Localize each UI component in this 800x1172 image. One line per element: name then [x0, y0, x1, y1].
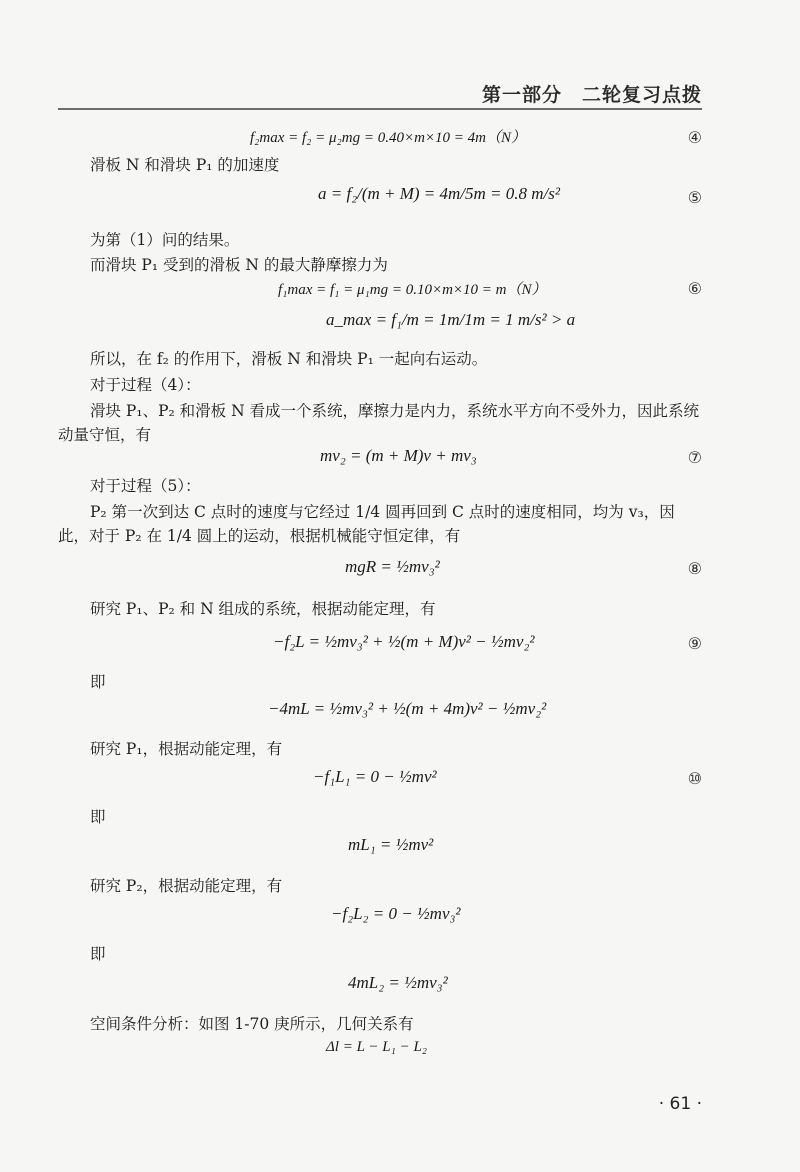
text-ji-1: 即: [90, 673, 106, 691]
header-rule: [58, 108, 702, 110]
equation-11: −f₂L₂ = 0 − ½mv₃²: [331, 904, 461, 923]
equation-6b: a_max = f₁/m = 1m/1m = 1 m/s² > a: [326, 310, 576, 329]
equation-7: mv₂ = (m + M)v + mv₃: [320, 446, 477, 465]
equation-number-8: ⑧: [687, 559, 702, 578]
text-result-1: 为第（1）问的结果。: [90, 231, 240, 249]
equation-6: f₁max = f₁ = μ₁mg = 0.10×m×10 = m（N）: [278, 282, 547, 298]
header-title: 第一部分 二轮复习点拨: [481, 84, 702, 106]
text-energy-conservation: P₂ 第一次到达 C 点时的速度与它经过 1/4 圆再回到 C 点时的速度相同，均为 v₃，因此，对于 P₂ 在 1/4 圆上的运动，根据机械能守恒定律，有: [58, 503, 675, 545]
equation-8: mgR = ½mv₃²: [345, 557, 440, 576]
text-study-system: 研究 P₁、P₂ 和 N 组成的系统，根据动能定理，有: [90, 600, 436, 618]
equation-10: −f₁L₁ = 0 − ½mv²: [313, 767, 437, 786]
equation-9b: −4mL = ½mv₃² + ½(m + 4m)v² − ½mv₂²: [268, 699, 547, 718]
text-process-5: 对于过程（5）：: [90, 477, 201, 495]
text-study-p1: 研究 P₁，根据动能定理，有: [90, 740, 283, 758]
equation-11b: 4mL₂ = ½mv₃²: [348, 973, 448, 992]
equation-12: Δl = L − L₁ − L₂: [326, 1039, 428, 1055]
equation-9: −f₂L = ½mv₃² + ½(m + M)v² − ½mv₂²: [273, 632, 535, 651]
equation-5: a = f₂/(m + M) = 4m/5m = 0.8 m/s²: [318, 184, 560, 203]
text-spatial-analysis: 空间条件分析：如图 1-70 庚所示，几何关系有: [90, 1015, 414, 1033]
equation-number-6: ⑥: [687, 279, 702, 298]
text-process-4: 对于过程（4）：: [90, 376, 201, 394]
text-momentum: 滑块 P₁、P₂ 和滑板 N 看成一个系统，摩擦力是内力，系统水平方向不受外力，因此系统动量守恒，有: [58, 402, 700, 444]
equation-number-9: ⑨: [687, 634, 702, 653]
equation-number-5: ⑤: [687, 188, 702, 207]
text-move-right: 所以，在 f₂ 的作用下，滑板 N 和滑块 P₁ 一起向右运动。: [90, 350, 488, 368]
page-number: · 61 ·: [658, 1094, 702, 1114]
text-ji-2: 即: [90, 808, 106, 826]
equation-number-7: ⑦: [687, 448, 702, 467]
text-study-p2: 研究 P₂，根据动能定理，有: [90, 877, 283, 895]
equation-10b: mL₁ = ½mv²: [348, 835, 434, 854]
equation-number-4: ④: [687, 128, 702, 147]
equation-number-10: ⑩: [687, 769, 702, 788]
equation-4: f₂max = f₂ = μ₂mg = 0.40×m×10 = 4m（N）: [250, 130, 526, 146]
text-acceleration: 滑板 N 和滑块 P₁ 的加速度: [90, 156, 280, 174]
text-ji-3: 即: [90, 945, 106, 963]
text-max-static-friction: 而滑块 P₁ 受到的滑板 N 的最大静摩擦力为: [90, 256, 388, 274]
